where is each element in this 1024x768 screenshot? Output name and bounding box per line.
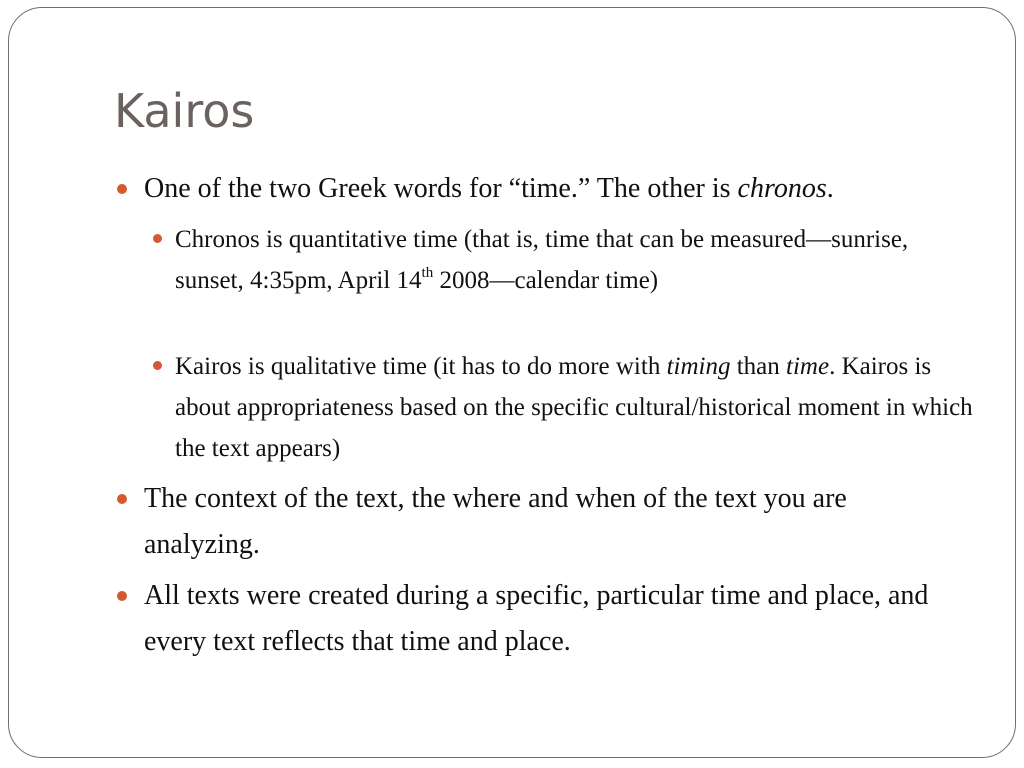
sub-bullet-item-chronos [175,219,975,301]
bullet-text-emphasis: chronos [737,173,827,204]
bullet-text: One of the two Greek words for “time.” The other is [144,173,738,204]
sub-bullet-text: Kairos is qualitative time (it has to do more with [175,353,667,380]
bullet-icon [117,184,127,194]
bullet-icon [117,591,127,601]
superscript-text: th [421,264,434,281]
sub-bullet-text: . Kairos is about appropriateness based on the specific cultural/historical moment in which the text appears) [175,353,973,462]
sub-bullet-text: 2008—calendar time) [433,267,659,294]
sub-bullet-item-kairos [175,346,975,469]
bullet-text: All texts were created during a specific, particular time and place, and every text reflects that time and place. [144,580,929,657]
bullet-text: . [826,173,834,204]
slide-title: Kairos [114,84,255,138]
bullet-item-greek-words [144,166,969,212]
bullet-item-context [144,476,969,568]
bullet-icon [153,361,162,370]
bullet-text: The context of the text, the where and when of the text you are analyzing. [144,483,847,560]
sub-bullet-text: than [730,353,787,380]
sub-bullet-text-emphasis: timing [666,353,731,380]
bullet-icon [153,234,162,243]
sub-bullet-text: Chronos is quantitative time (that is, time that can be measured—sunrise, sunset, 4:35pm, April 14 [175,226,909,294]
sub-bullet-text-emphasis: time [786,353,830,380]
bullet-item-all-texts [144,573,969,665]
bullet-icon [117,494,127,504]
